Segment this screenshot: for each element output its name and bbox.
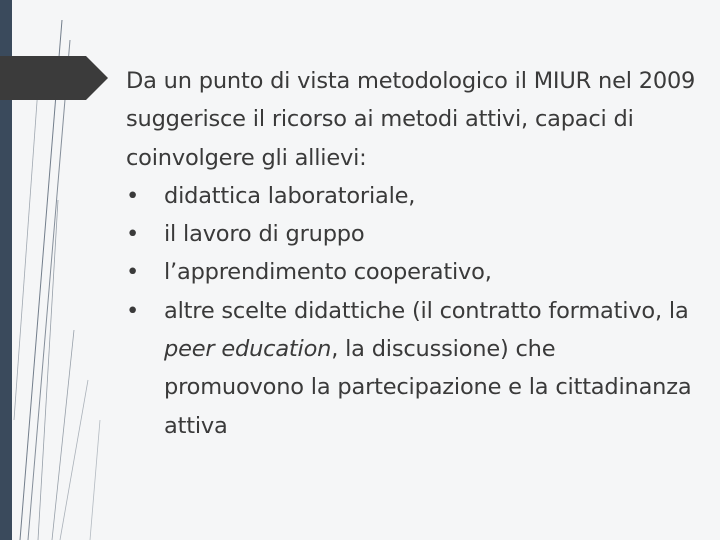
title-arrow-tab bbox=[0, 56, 110, 100]
bullet-icon: • bbox=[126, 182, 140, 209]
list-item-text: didattica laboratoriale, bbox=[164, 182, 416, 209]
list-item-text-start: altre scelte didattiche (il contratto formativo, la bbox=[164, 297, 689, 324]
slide-content bbox=[126, 62, 696, 445]
list-item bbox=[126, 253, 696, 291]
list-item bbox=[126, 215, 696, 253]
list-item-text: il lavoro di gruppo bbox=[164, 221, 365, 248]
list-item bbox=[126, 292, 696, 445]
bullet-list bbox=[126, 177, 696, 445]
bullet-icon: • bbox=[126, 221, 140, 248]
intro-paragraph: Da un punto di vista metodologico il MIUR nel 2009 suggerisce il ricorso ai metodi attivi, capaci di coinvolgere gli allievi: bbox=[126, 68, 696, 171]
list-item bbox=[126, 177, 696, 215]
list-item-text: l’apprendimento cooperativo, bbox=[164, 259, 492, 286]
bullet-icon: • bbox=[126, 297, 140, 324]
peer-education-italic: peer education bbox=[164, 336, 332, 363]
list-item-text bbox=[164, 298, 691, 439]
bullet-icon: • bbox=[126, 259, 140, 286]
list-item-text-end: , la discussione) che promuovono la partecipazione e la cittadinanza attiva bbox=[164, 336, 692, 439]
